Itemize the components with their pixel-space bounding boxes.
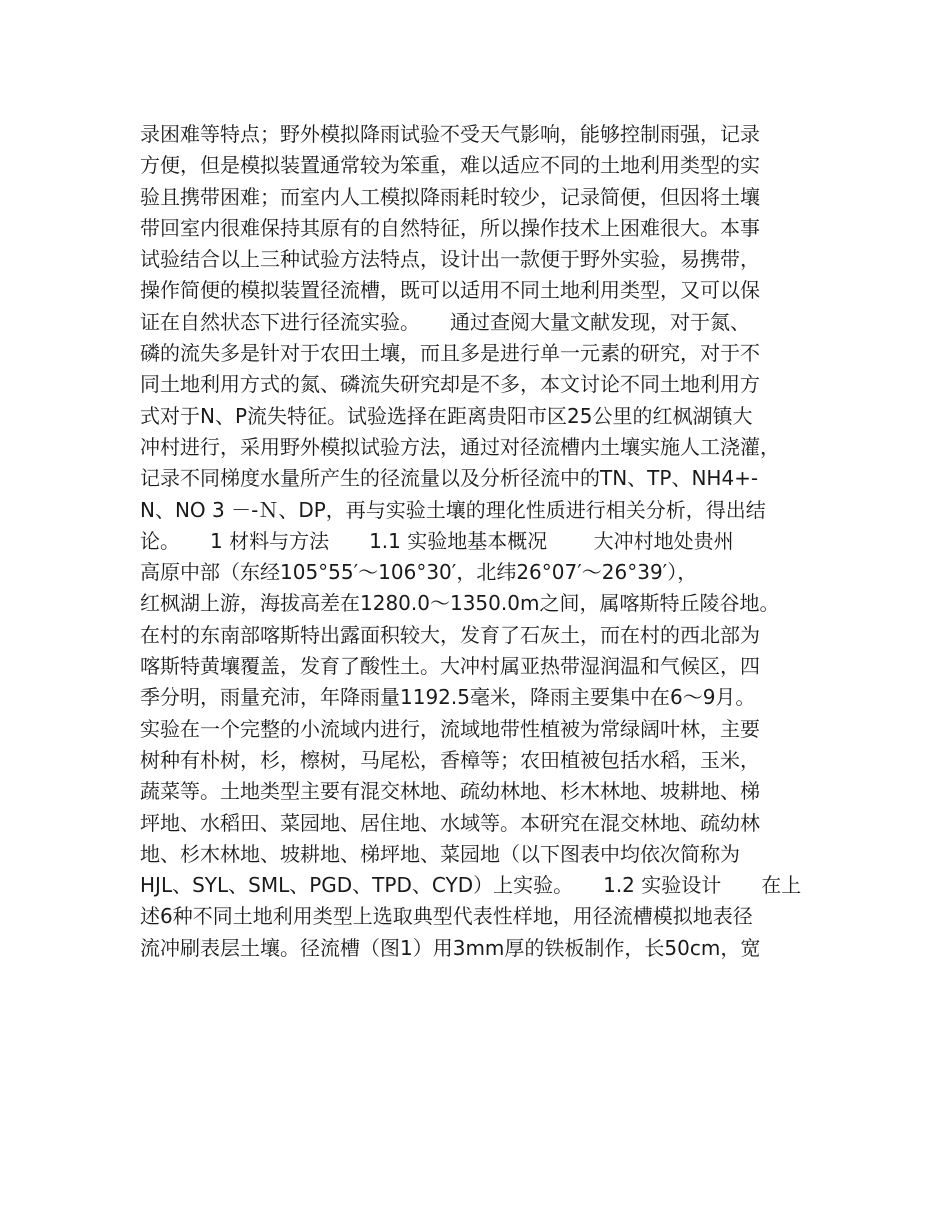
text-line: 式对于N、P流失特征。试验选择在距离贵阳市区25公里的红枫湖镇大 [140, 403, 753, 428]
text-line: 地、杉木林地、坡耕地、梯坪地、菜园地（以下图表中均依次简称为 [140, 841, 740, 866]
text-line: 方便，但是模拟装置通常较为笨重，难以适应不同的土地利用类型的实 [140, 153, 760, 178]
text-line: 录困难等特点；野外模拟降雨试验不受天气影响，能够控制雨强，记录 [140, 122, 760, 146]
text-line: 记录不同梯度水量所产生的径流量以及分析径流中的TN、TP、NH4+- [140, 466, 759, 491]
text-line: 季分明，雨量充沛，年降雨量1192.5毫米，降雨主要集中在6～9月。 [140, 685, 756, 710]
body-text [140, 119, 820, 964]
text-line: 冲村进行，采用野外模拟试验方法，通过对径流槽内土壤实施人工浇灌， [140, 434, 780, 459]
text-line: 述6种不同土地利用类型上选取典型代表性样地，用径流槽模拟地表径 [140, 904, 753, 929]
text-line: 树种有朴树，杉，檫树，马尾松，香樟等；农田植被包括水稻，玉米， [140, 747, 760, 772]
text-line: 同土地利用方式的氮、磷流失研究却是不多，本文讨论不同土地利用方 [140, 372, 760, 397]
text-line: 带回室内很难保持其原有的自然特征，所以操作技术上困难很大。本事 [140, 215, 760, 240]
text-line: N、NO 3 －-Ｎ、DP，再与实验土壤的理化性质进行相关分析，得出结 [140, 497, 766, 522]
text-line: 实验在一个完整的小流域内进行，流域地带性植被为常绿阔叶林，主要 [140, 716, 760, 741]
text-line: 证在自然状态下进行径流实验。 通过查阅大量文献发现，对于氮、 [140, 309, 750, 334]
text-line: 高原中部（东经105°55′～106°30′，北纬26°07′～26°39′）， [140, 560, 698, 585]
text-line: 在村的东南部喀斯特出露面积较大，发育了石灰土，而在村的西北部为 [140, 622, 760, 647]
text-line: 磷的流失多是针对于农田土壤，而且多是进行单一元素的研究，对于不 [140, 341, 760, 366]
text-line: 喀斯特黄壤覆盖，发育了酸性土。大冲村属亚热带湿润温和气候区，四 [140, 654, 760, 679]
text-line: HJL、SYL、SML、PGD、TPD、CYD）上实验。 1.2 实验设计 在上 [140, 873, 802, 898]
text-line: 操作简便的模拟装置径流槽，既可以适用不同土地利用类型，又可以保 [140, 278, 760, 303]
text-line: 试验结合以上三种试验方法特点，设计出一款便于野外实验，易携带， [140, 247, 760, 272]
text-line: 验且携带困难；而室内人工模拟降雨耗时较少，记录简便，但因将土壤 [140, 184, 760, 209]
text-line: 红枫湖上游，海拔高差在1280.0～1350.0m之间，属喀斯特丘陵谷地。 [140, 591, 780, 616]
text-line: 坪地、水稻田、菜园地、居住地、水域等。本研究在混交林地、疏幼林 [140, 810, 760, 835]
text-line: 蔬菜等。土地类型主要有混交林地、疏幼林地、杉木林地、坡耕地、梯 [140, 779, 760, 804]
text-line: 论。 1 材料与方法 1.1 实验地基本概况 大冲村地处贵州 [140, 528, 734, 553]
text-line: 流冲刷表层土壤。径流槽（图1）用3mm厚的铁板制作，长50cm，宽 [140, 935, 761, 960]
